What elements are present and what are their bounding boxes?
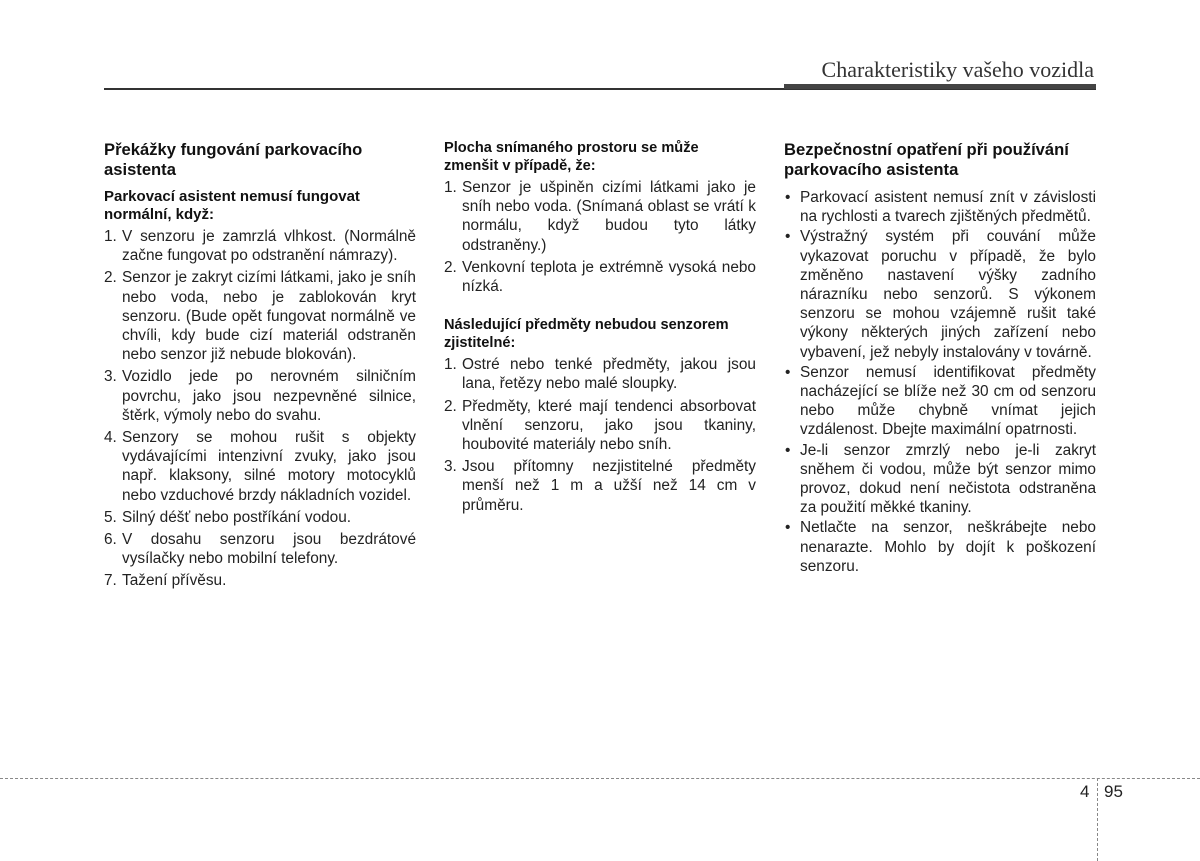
bullet-icon: • [785, 228, 791, 246]
bullet-list [784, 188, 1096, 576]
section-subheading: Parkovací asistent nemusí fungovat normální, když: [104, 188, 360, 223]
list-item: • Parkovací asistent nemusí znít v závislosti na rychlosti a tvarech zjištěných předmětů. [785, 189, 1096, 226]
column-left [104, 140, 416, 594]
list-item: 1. V senzoru je zamrzlá vlhkost. (Normálně začne fungovat po odstranění námrazy). [104, 228, 416, 265]
bullet-icon: • [785, 363, 791, 381]
bullet-icon: • [785, 189, 791, 206]
list-item: 1. Ostré nebo tenké předměty, jakou jsou lana, řetězy nebo malé sloupky. [444, 356, 756, 393]
list-item: • Výstražný systém při couvání může vykazovat poruchu v případě, že bylo změněno nastavení výšky zadního nárazníku nebo senzorů. S výkonem senzoru se mohou vzájemně rušit také výkony některých jiných zařízení nebo vybavení, jež nebyly instalovány v továrně. [785, 228, 1096, 361]
page-header-title: Charakteristiky vašeho vozidla [821, 57, 1094, 82]
section-heading: Překážky fungování parkovacího asistenta [104, 140, 363, 179]
list-item: • Senzor nemusí identifikovat předměty nacházející se blíže než 30 cm od senzoru nebo může chybně vnímat jejich vzdálenost. Dbejte maximální opatrnosti. [785, 363, 1096, 439]
list-item: 3. Jsou přítomny nezjistitelné předměty menší než 1 m a užší než 14 cm v průměru. [444, 458, 756, 514]
column-middle [444, 140, 756, 518]
list-item: 2. Předměty, které mají tendenci absorbovat vlnění senzoru, jako jsou tkaniny, houbovité materiály nebo sníh. [444, 397, 756, 454]
section-subheading: Následující předměty nebudou senzorem zjistitelné: [444, 317, 729, 351]
list-item: 7. Tažení přívěsu. [104, 572, 227, 590]
list-item: 4. Senzory se mohou rušit s objekty vydávajícími intenzivní zvuky, jako jsou např. klaksony, silné motory motocyklů nebo vzduchové brzdy nákladních vozidel. [104, 429, 416, 504]
footer-rule [0, 778, 1200, 779]
page-number: 95 [1104, 782, 1123, 801]
numbered-list [444, 178, 756, 296]
list-item: 3. Vozidlo jede po nerovném silničním povrchu, jako jsou nezpevněné silnice, štěrk, výmoly nebo do svahu. [104, 368, 416, 424]
footer-divider [1097, 778, 1098, 861]
bullet-icon: • [785, 441, 791, 459]
section-heading: Bezpečnostní opatření při používání parkovacího asistenta [784, 140, 1069, 179]
numbered-list [444, 355, 756, 515]
list-item: 5. Silný déšť nebo postříkání vodou. [104, 508, 352, 526]
numbered-list [104, 227, 416, 591]
bullet-icon: • [785, 519, 791, 537]
list-item: 6. V dosahu senzoru jsou bezdrátové vysílačky nebo mobilní telefony. [104, 531, 416, 568]
list-item: • Netlačte na senzor, neškrábejte nebo nenarazte. Mohlo by dojít k poškození senzoru. [785, 519, 1096, 575]
list-item: 2. Venkovní teplota je extrémně vysoká nebo nízká. [444, 258, 756, 296]
chapter-number: 4 [1080, 782, 1090, 801]
header-rule-accent [784, 84, 1096, 89]
list-item: 1. Senzor je ušpiněn cizími látkami jako je sníh nebo voda. (Snímaná oblast se vrátí k normálu, když budou tyto látky odstraněny.) [444, 179, 756, 254]
list-item: • Je-li senzor zmrzlý nebo je-li zakryt sněhem či vodou, může být senzor mimo provoz, dokud není nečistota odstraněna za použití měkké tkaniny. [785, 441, 1096, 517]
section-subheading: Plocha snímaného prostoru se může zmenšit v případě, že: [444, 140, 699, 174]
column-right [784, 140, 1096, 577]
list-item: 2. Senzor je zakryt cizími látkami, jako je sníh nebo voda, nebo je zablokován kryt senzoru. (Bude opět fungovat normálně ve chvíli, kdy bude cizí materiál odstraněn nebo senzor již nebude blokován). [104, 269, 416, 364]
